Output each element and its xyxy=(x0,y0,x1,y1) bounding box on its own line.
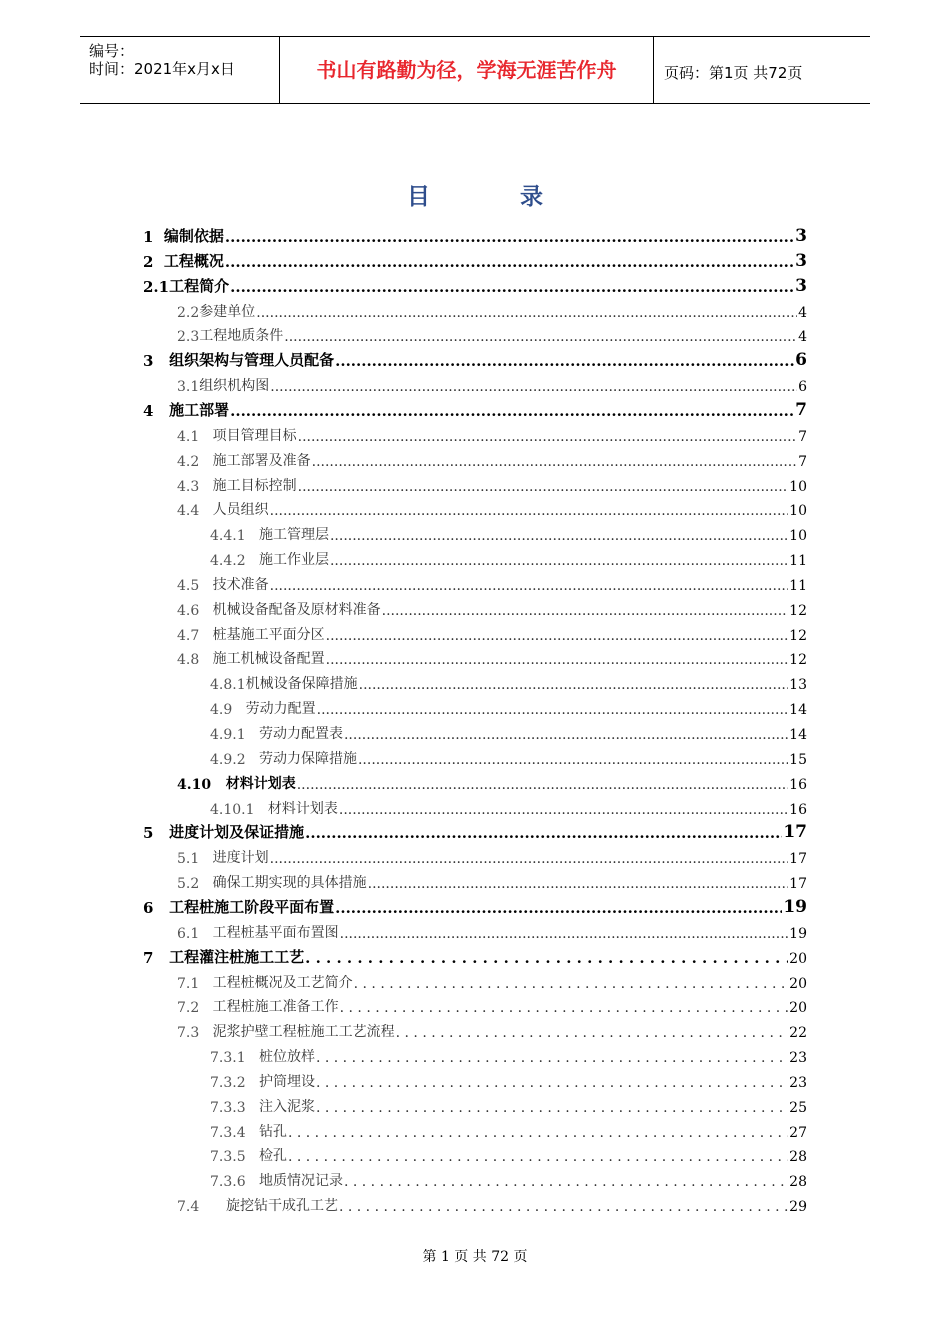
toc-entry-page: 27 xyxy=(789,1124,807,1141)
toc-entry-number: 4.9 xyxy=(210,702,246,719)
toc-entry-text: 项目管理目标 xyxy=(212,427,297,444)
toc-entry-text: 组织架构与管理人员配备 xyxy=(169,351,335,370)
toc-entry[interactable] xyxy=(210,671,807,693)
toc-entry[interactable] xyxy=(177,994,807,1016)
toc-leader-dots xyxy=(330,553,788,569)
toc-entry-text: 组织机构图 xyxy=(199,378,270,395)
toc-entry-page: 14 xyxy=(789,727,807,743)
toc-entry-page: 19 xyxy=(789,925,807,942)
toc-entry-page: 12 xyxy=(789,627,807,644)
toc-entry[interactable] xyxy=(210,1143,807,1165)
toc-leader-dots xyxy=(335,899,782,917)
toc-entry[interactable] xyxy=(143,945,807,967)
toc-entry[interactable] xyxy=(177,646,807,668)
toc-entry-page: 25 xyxy=(789,1099,807,1116)
page-footer: 第 1 页 共 72 页 xyxy=(422,1249,528,1265)
toc-leader-dots xyxy=(288,1125,788,1141)
toc-entry-page: 17 xyxy=(783,822,807,843)
toc-entry-number: 4 xyxy=(143,401,170,420)
toc-leader-dots xyxy=(297,777,788,793)
toc-entry-page: 22 xyxy=(789,1025,807,1042)
toc-leader-dots xyxy=(230,402,794,420)
toc-leader-dots xyxy=(312,454,797,470)
toc-entry[interactable] xyxy=(210,547,807,569)
toc-entry-number: 6.1 xyxy=(177,925,213,942)
toc-entry-text: 桩基施工平面分区 xyxy=(212,626,325,643)
toc-entry-page: 17 xyxy=(789,851,807,868)
toc-leader-dots xyxy=(316,1050,788,1066)
toc-title: 目录 xyxy=(407,184,633,210)
toc-leader-dots xyxy=(382,603,789,619)
toc-entry-page: 13 xyxy=(789,677,807,694)
toc-leader-dots xyxy=(396,1025,789,1041)
toc-leader-dots xyxy=(284,329,797,345)
toc-entry[interactable] xyxy=(177,622,807,644)
toc-entry-number: 7.3.6 xyxy=(210,1174,259,1191)
toc-entry-page: 23 xyxy=(789,1074,807,1091)
toc-entry-number: 7.3.3 xyxy=(210,1099,259,1116)
toc-entry-text: 工程桩概况及工艺简介 xyxy=(212,974,353,991)
toc-entry-page: 20 xyxy=(789,1000,807,1017)
toc-leader-dots xyxy=(230,278,794,296)
toc-leader-dots xyxy=(340,926,789,942)
toc-entry-page: 10 xyxy=(789,478,807,495)
toc-entry-text: 技术准备 xyxy=(212,576,269,593)
toc-entry-page: 11 xyxy=(789,553,807,570)
toc-entry-number: 7.3.5 xyxy=(210,1149,259,1166)
code-label: 编号： xyxy=(89,42,135,60)
toc-entry-page: 11 xyxy=(789,577,807,594)
toc-entry-number: 5 xyxy=(143,824,170,843)
toc-entry-number: 2.1 xyxy=(143,277,170,296)
toc-entry-text: 参建单位 xyxy=(199,303,256,320)
toc-entry-number: 4.4.2 xyxy=(210,553,259,570)
toc-entry-number: 4.4 xyxy=(177,503,213,520)
toc-entry-number: 7 xyxy=(143,948,170,967)
toc-leader-dots xyxy=(326,628,789,644)
toc-leader-dots xyxy=(339,802,788,818)
toc-entry-page: 14 xyxy=(789,702,807,719)
toc-entry-text: 劳动力配置 xyxy=(245,701,316,718)
toc-entry-text: 劳动力保障措施 xyxy=(258,750,357,767)
toc-entry-number: 1 xyxy=(143,228,164,246)
toc-entry[interactable] xyxy=(177,970,807,992)
toc-leader-dots xyxy=(305,949,788,967)
toc-leader-dots xyxy=(344,727,788,743)
toc-entry-text: 确保工期实现的具体措施 xyxy=(212,875,367,892)
toc-entry-text: 施工管理层 xyxy=(258,527,329,544)
toc-entry-page: 6 xyxy=(798,379,807,396)
toc-entry-text: 劳动力配置表 xyxy=(258,726,343,742)
toc-leader-dots xyxy=(270,503,789,519)
toc-entry-text: 施工目标控制 xyxy=(212,477,297,494)
toc-entry-number: 4.2 xyxy=(177,453,213,470)
toc-leader-dots xyxy=(340,1000,789,1016)
toc-entry-number: 4.7 xyxy=(177,627,213,644)
toc-leader-dots xyxy=(368,876,789,892)
toc-leader-dots xyxy=(270,379,797,395)
header-left-cell xyxy=(80,37,280,103)
toc-entry-page: 3 xyxy=(795,250,807,271)
toc-entry-number: 4.8.1 xyxy=(210,677,246,694)
toc-leader-dots xyxy=(225,228,794,246)
toc-entry-text: 材料计划表 xyxy=(267,800,338,817)
toc-entry-number: 7.1 xyxy=(177,975,213,992)
toc-leader-dots xyxy=(270,578,789,594)
toc-entry[interactable] xyxy=(177,1193,807,1215)
toc-entry[interactable] xyxy=(177,448,807,470)
toc-entry-page: 12 xyxy=(789,652,807,669)
toc-entry-number: 6 xyxy=(143,898,170,917)
toc-entry-text: 旋挖钻干成孔工艺 xyxy=(225,1198,338,1215)
toc-entry[interactable] xyxy=(177,870,807,892)
toc-leader-dots xyxy=(317,702,789,718)
toc-leader-dots xyxy=(326,652,789,668)
toc-entry-number: 7.3.1 xyxy=(210,1050,259,1067)
toc-entry-page: 6 xyxy=(795,350,807,371)
toc-entry-text: 进度计划及保证措施 xyxy=(169,823,305,842)
toc-entry[interactable] xyxy=(177,1019,807,1041)
toc-entry[interactable] xyxy=(143,820,807,842)
toc-entry-page: 20 xyxy=(789,950,807,967)
toc-leader-dots xyxy=(339,1199,788,1215)
toc-entry-text: 施工部署及准备 xyxy=(212,452,311,469)
toc-entry[interactable] xyxy=(210,522,807,544)
toc-entry-number: 4.10.1 xyxy=(210,801,268,818)
toc-entry-number: 5.1 xyxy=(177,851,213,868)
toc-entry[interactable] xyxy=(210,1069,807,1091)
toc-entry-page: 20 xyxy=(789,975,807,992)
toc-entry-number: 4.6 xyxy=(177,602,213,619)
toc-entry[interactable] xyxy=(177,597,807,619)
toc-entry[interactable] xyxy=(210,1094,807,1116)
toc-entry[interactable] xyxy=(177,845,807,867)
toc-entry[interactable] xyxy=(210,1119,807,1141)
toc-entry-page: 28 xyxy=(789,1174,807,1191)
toc-entry-page: 16 xyxy=(789,776,807,793)
toc-entry-text: 施工作业层 xyxy=(258,552,329,569)
toc-entry[interactable] xyxy=(143,249,807,271)
toc-entry-number: 7.3.4 xyxy=(210,1124,259,1141)
toc-entry[interactable] xyxy=(143,274,807,296)
toc-leader-dots xyxy=(256,305,797,321)
toc-entry-text: 人员组织 xyxy=(212,502,269,519)
toc-entry-number: 3.1 xyxy=(177,379,200,396)
toc-entry[interactable] xyxy=(177,299,807,321)
toc-entry[interactable] xyxy=(143,895,807,917)
toc-entry-text: 施工机械设备配置 xyxy=(212,651,325,668)
toc-entry[interactable] xyxy=(210,1168,807,1190)
toc-entry-text: 护筒埋设 xyxy=(258,1073,315,1090)
toc-entry-number: 2.3 xyxy=(177,329,200,346)
toc-entry-number: 7.3 xyxy=(177,1025,213,1042)
toc-entry-number: 4.9.2 xyxy=(210,751,259,768)
toc-entry-number: 4.1 xyxy=(177,428,213,445)
toc-leader-dots xyxy=(354,976,789,992)
header-middle-cell xyxy=(280,37,654,103)
toc-entry-text: 施工部署 xyxy=(169,400,230,419)
header-right-cell xyxy=(654,37,870,103)
toc-entry-page: 10 xyxy=(789,528,807,545)
toc-entry-page: 15 xyxy=(789,751,807,768)
toc-entry-text: 工程概况 xyxy=(163,251,224,270)
toc-leader-dots xyxy=(330,528,788,544)
toc-entry-text: 工程桩施工阶段平面布置 xyxy=(169,897,335,916)
toc-entry-page: 4 xyxy=(798,304,807,321)
toc-entry-text: 检孔 xyxy=(258,1148,287,1165)
toc-leader-dots xyxy=(288,1149,788,1165)
toc-leader-dots xyxy=(298,429,797,445)
toc-entry-page: 7 xyxy=(795,399,807,420)
toc-entry[interactable] xyxy=(177,920,807,942)
toc-entry-text: 工程灌注桩施工工艺 xyxy=(169,947,305,966)
toc-entry-page: 7 xyxy=(798,453,807,470)
toc-entry-number: 4.4.1 xyxy=(210,528,259,545)
toc-entry-text: 材料计划表 xyxy=(225,775,296,792)
toc-entry-page: 16 xyxy=(789,801,807,818)
toc-entry[interactable] xyxy=(177,771,807,793)
toc-leader-dots xyxy=(298,479,789,495)
toc-entry-text: 编制依据 xyxy=(163,227,224,245)
toc-entry-page: 12 xyxy=(789,602,807,619)
toc-leader-dots xyxy=(344,1174,788,1190)
toc-entry-text: 进度计划 xyxy=(212,850,269,867)
toc-entry-text: 工程简介 xyxy=(169,276,230,295)
toc-entry-text: 桩位放样 xyxy=(258,1049,315,1066)
toc-entry-text: 工程桩施工准备工作 xyxy=(212,999,339,1016)
toc-entry-number: 4.9.1 xyxy=(210,727,259,743)
toc-entry-page: 4 xyxy=(798,329,807,346)
toc-entry-text: 注入泥浆 xyxy=(258,1098,315,1115)
toc-entry-number: 7.4 xyxy=(177,1199,226,1216)
toc-leader-dots xyxy=(359,677,789,693)
toc-entry[interactable] xyxy=(143,348,807,370)
toc-entry-number: 2.2 xyxy=(177,304,200,321)
toc-leader-dots xyxy=(270,851,789,867)
toc-entry[interactable] xyxy=(177,423,807,445)
toc-leader-dots xyxy=(316,1075,788,1091)
header-motto: 书山有路勤为径，学海无涯苦作舟 xyxy=(316,58,617,82)
toc-entry-number: 7.3.2 xyxy=(210,1074,259,1091)
toc-entry-number: 4.5 xyxy=(177,577,213,594)
toc-entry-number: 4.3 xyxy=(177,478,213,495)
toc-entry-page: 10 xyxy=(789,503,807,520)
toc-entry-page: 19 xyxy=(783,896,807,917)
toc-entry-number: 4.8 xyxy=(177,652,213,669)
page-header xyxy=(80,36,870,104)
toc-entry-page: 28 xyxy=(789,1149,807,1166)
toc-entry-page: 23 xyxy=(789,1050,807,1067)
toc-entry-number: 3 xyxy=(143,352,170,371)
toc-entry[interactable] xyxy=(210,696,807,718)
toc-entry[interactable] xyxy=(177,473,807,495)
toc-entry-page: 7 xyxy=(798,428,807,445)
toc-entry[interactable] xyxy=(177,373,807,395)
header-page-info: 页码：第1页 共72页 xyxy=(664,64,803,82)
toc-entry[interactable] xyxy=(177,497,807,519)
toc-entry[interactable] xyxy=(210,721,807,743)
toc-entry-text: 泥浆护壁工程桩施工工艺流程 xyxy=(212,1024,395,1041)
toc-leader-dots xyxy=(335,352,794,370)
toc-entry-text: 机械设备配备及原材料准备 xyxy=(212,601,381,618)
toc-entry-text: 工程桩基平面布置图 xyxy=(212,924,339,941)
toc-entry[interactable] xyxy=(210,1044,807,1066)
time-label: 时间：2021年x月x日 xyxy=(89,60,235,78)
toc-entry[interactable] xyxy=(210,746,807,768)
toc-entry[interactable] xyxy=(177,323,807,345)
toc-leader-dots xyxy=(305,824,782,842)
toc-entry[interactable] xyxy=(143,398,807,420)
toc-entry-page: 17 xyxy=(789,876,807,893)
toc-leader-dots xyxy=(358,752,788,768)
toc-entry-number: 4.10 xyxy=(177,776,226,793)
toc-entry-text: 机械设备保障措施 xyxy=(245,676,358,693)
toc-entry-text: 钻孔 xyxy=(258,1123,287,1140)
toc-entry[interactable] xyxy=(177,572,807,594)
toc-entry-text: 地质情况记录 xyxy=(258,1173,343,1190)
toc-entry[interactable] xyxy=(143,224,807,246)
toc-leader-dots xyxy=(225,253,794,271)
toc-leader-dots xyxy=(316,1100,788,1116)
toc-entry-number: 7.2 xyxy=(177,1000,213,1017)
toc-entry-page: 3 xyxy=(795,275,807,296)
toc-entry-number: 5.2 xyxy=(177,876,213,893)
toc-entry-number: 2 xyxy=(143,252,164,271)
toc-entry-page: 3 xyxy=(795,226,807,246)
toc-entry[interactable] xyxy=(210,796,807,818)
toc-entry-text: 工程地质条件 xyxy=(199,328,284,345)
toc-entry-page: 29 xyxy=(789,1199,807,1216)
